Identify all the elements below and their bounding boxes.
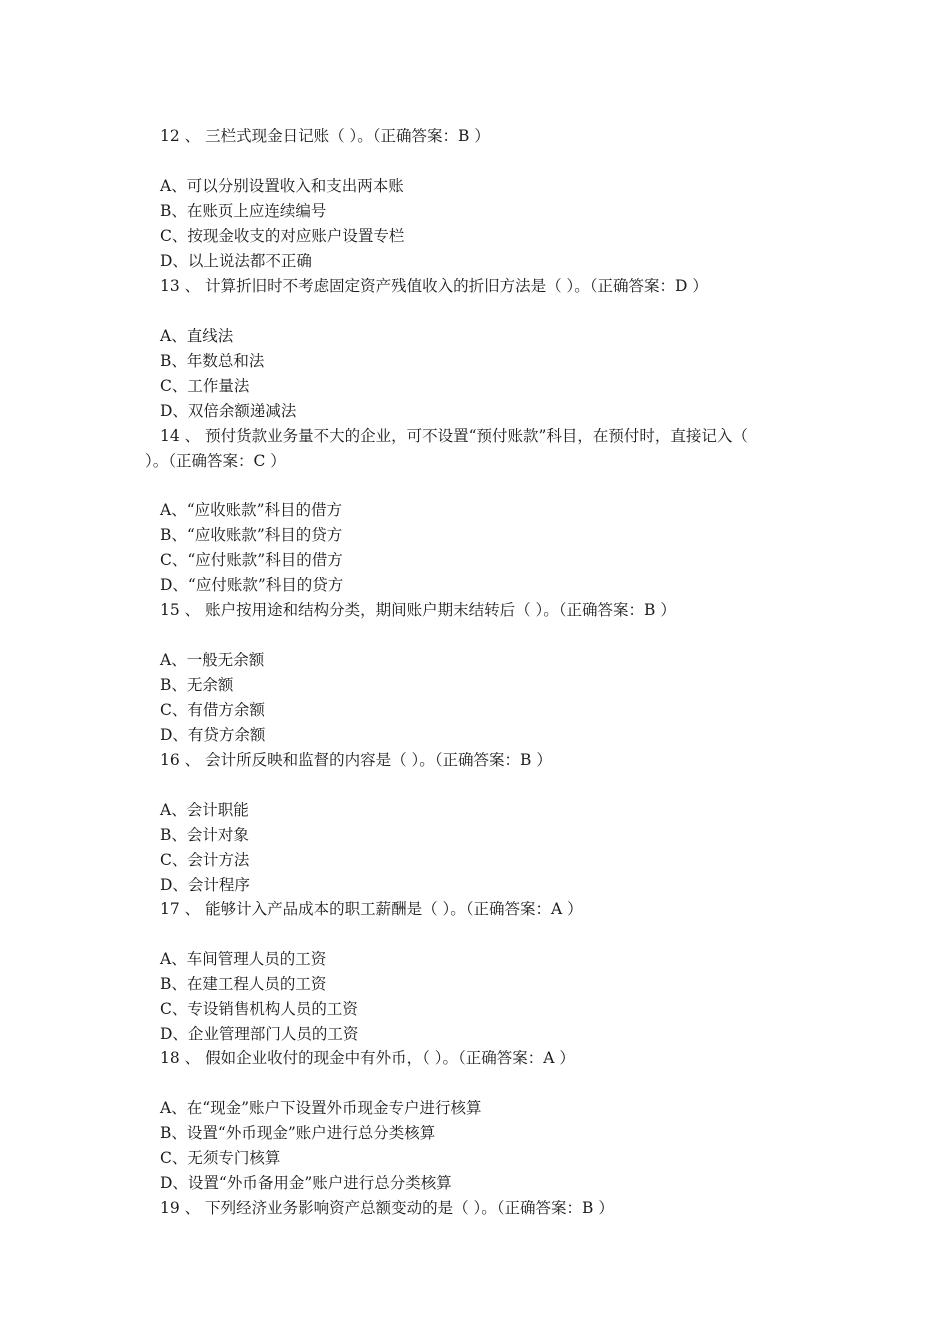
question-13-stem: 13 、 计算折旧时不考虑固定资产残值收入的折旧方法是（ ）。（正确答案：D ） bbox=[160, 277, 708, 295]
question-16-option-a: A、会计职能 bbox=[160, 801, 249, 819]
question-15-stem: 15 、 账户按用途和结构分类，期间账户期末结转后（ ）。（正确答案：B ） bbox=[160, 601, 676, 619]
question-13-option-d: D、双倍余额递减法 bbox=[160, 402, 297, 420]
question-15-option-b: B、无余额 bbox=[160, 676, 234, 694]
question-16-stem: 16 、 会计所反映和监督的内容是（ ）。（正确答案：B ） bbox=[160, 751, 552, 769]
question-16-option-d: D、会计程序 bbox=[160, 876, 250, 894]
question-12-option-c: C、按现金收支的对应账户设置专栏 bbox=[160, 227, 405, 245]
question-14-option-b: B、“应收账款”科目的贷方 bbox=[160, 526, 343, 544]
question-19-stem: 19 、 下列经济业务影响资产总额变动的是（ ）。（正确答案：B ） bbox=[160, 1199, 614, 1217]
question-16-option-b: B、会计对象 bbox=[160, 826, 249, 844]
question-13-option-c: C、工作量法 bbox=[160, 377, 250, 395]
question-14-option-d: D、“应付账款”科目的贷方 bbox=[160, 576, 344, 594]
question-12-option-a: A、可以分别设置收入和支出两本账 bbox=[160, 177, 404, 195]
question-17-option-c: C、专设销售机构人员的工资 bbox=[160, 1000, 358, 1018]
question-18-option-a: A、在“现金”账户下设置外币现金专户进行核算 bbox=[160, 1099, 482, 1117]
question-14-option-c: C、“应付账款”科目的借方 bbox=[160, 551, 343, 569]
question-13-option-a: A、直线法 bbox=[160, 327, 234, 345]
question-14-stem: 14 、 预付货款业务量不大的企业，可不设置“预付账款”科目，在预付时，直接记入（ bbox=[160, 427, 748, 445]
question-16-option-c: C、会计方法 bbox=[160, 851, 250, 869]
question-18-option-c: C、无须专门核算 bbox=[160, 1149, 281, 1167]
question-15-option-c: C、有借方余额 bbox=[160, 701, 265, 719]
question-17-option-d: D、企业管理部门人员的工资 bbox=[160, 1025, 359, 1043]
question-12-option-d: D、以上说法都不正确 bbox=[160, 252, 312, 270]
question-14-option-a: A、“应收账款”科目的借方 bbox=[160, 501, 343, 519]
question-17-option-a: A、车间管理人员的工资 bbox=[160, 950, 327, 968]
question-17-option-b: B、在建工程人员的工资 bbox=[160, 975, 327, 993]
question-12-option-b: B、在账页上应连续编号 bbox=[160, 202, 327, 220]
question-15-option-d: D、有贷方余额 bbox=[160, 726, 266, 744]
question-13-option-b: B、年数总和法 bbox=[160, 352, 265, 370]
question-15-option-a: A、一般无余额 bbox=[160, 651, 265, 669]
question-18-stem: 18 、 假如企业收付的现金中有外币，（ ）。（正确答案：A ） bbox=[160, 1049, 575, 1067]
question-17-stem: 17 、 能够计入产品成本的职工薪酬是（ ）。（正确答案：A ） bbox=[160, 900, 583, 918]
question-18-option-d: D、设置“外币备用金”账户进行总分类核算 bbox=[160, 1174, 452, 1192]
question-18-option-b: B、设置“外币现金”账户进行总分类核算 bbox=[160, 1124, 436, 1142]
question-14-stem-continued: ）。（正确答案：C ） bbox=[145, 452, 286, 470]
question-12-stem: 12 、 三栏式现金日记账（ ）。（正确答案：B ） bbox=[160, 127, 490, 145]
